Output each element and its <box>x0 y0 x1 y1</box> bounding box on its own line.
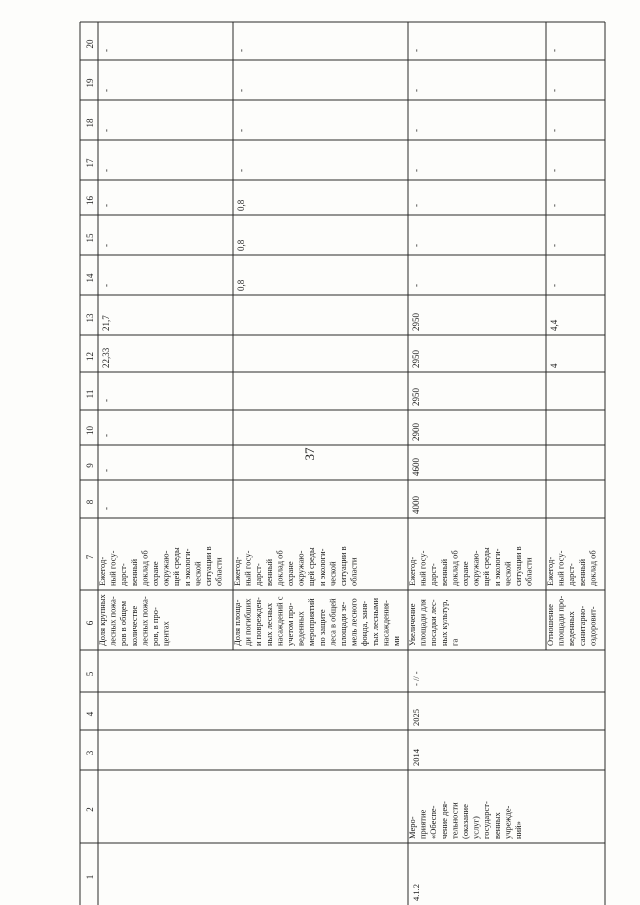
measure-name: ний» <box>513 821 523 839</box>
indicator-source: ситуации в <box>338 546 348 586</box>
column-header-13: 13 <box>85 313 95 323</box>
indicator-name: и поврежден- <box>253 597 264 646</box>
indicator-value: 0,8 <box>236 239 246 251</box>
indicator-name: насаждений с <box>274 596 285 646</box>
column-header-5: 5 <box>85 671 95 677</box>
indicator-name: центах <box>160 621 171 646</box>
column-header-20: 20 <box>85 39 95 49</box>
indicator-source: дарст- <box>118 563 129 586</box>
column-header-11: 11 <box>85 389 95 399</box>
indicator-name: площади про- <box>555 595 566 646</box>
indicator-source: области <box>348 557 359 586</box>
indicator-source: доклад об <box>139 550 150 586</box>
indicator-value: 2950 <box>411 313 421 331</box>
indicator-name: площади для <box>417 599 428 646</box>
indicator-source: и экологи- <box>491 548 502 586</box>
indicator-source: венный <box>263 558 274 586</box>
indicator-source: окружаю- <box>295 550 306 586</box>
indicator-name: Отношение <box>545 604 555 646</box>
indicator-source: и экологи- <box>181 548 192 586</box>
indicator-source: щей среды <box>171 547 182 586</box>
indicator-value: 4600 <box>411 458 421 476</box>
indicator-source: охране <box>285 561 295 586</box>
indicator-name: санитарно- <box>576 605 587 646</box>
measure-name: тельности <box>449 802 460 839</box>
indicator-name: посадки лес- <box>428 599 439 646</box>
column-header-4: 4 <box>85 711 95 717</box>
indicator-name: лесных пожа- <box>139 596 150 646</box>
indicator-name: тых лесными <box>369 598 380 646</box>
column-header-6: 6 <box>85 620 95 626</box>
indicator-value: - <box>549 204 559 207</box>
indicator-source: окружаю- <box>470 550 481 586</box>
column-header-3: 3 <box>85 750 95 756</box>
indicator-name: ди погибших <box>242 598 253 646</box>
indicator-value: - <box>411 129 421 132</box>
indicator-source: Ежегод- <box>97 556 107 586</box>
indicator-source: Ежегод- <box>232 556 242 586</box>
indicator-value: - <box>411 49 421 52</box>
indicator-source: ный госу- <box>107 550 118 586</box>
measure-name: Меро- <box>407 816 417 839</box>
indicator-source: щей среды <box>306 547 317 586</box>
indicator-source: ческой <box>327 561 338 586</box>
column-header-12: 12 <box>85 352 95 361</box>
column-header-15: 15 <box>85 233 95 243</box>
indicator-source: ный госу- <box>555 550 566 586</box>
indicator-source: охране <box>460 561 470 586</box>
indicator-name: веденных <box>295 611 306 646</box>
page-number: 37 <box>302 447 317 461</box>
indicator-name: насаждения- <box>380 600 391 646</box>
column-header-2: 2 <box>85 807 95 812</box>
indicator-name: площади зе- <box>338 601 348 646</box>
indicator-value: - <box>411 169 421 172</box>
ditto-mark: - // - <box>411 671 421 686</box>
indicator-value: - <box>236 49 246 52</box>
indicator-name: ми <box>391 636 401 646</box>
indicator-value: - <box>549 244 559 247</box>
indicator-name: количестве <box>128 605 139 646</box>
indicator-source: области <box>213 557 224 586</box>
measure-name: (оказание <box>460 804 470 839</box>
indicator-value: 4,4 <box>549 319 559 331</box>
column-header-16: 16 <box>85 196 95 205</box>
indicator-value: - <box>101 399 111 402</box>
indicator-name: оздоровит- <box>587 606 598 646</box>
indicator-value: 22,33 <box>101 347 111 368</box>
indicator-source: дарст- <box>428 563 439 586</box>
indicator-source: доклад об <box>274 550 285 586</box>
indicator-value: - <box>411 284 421 287</box>
indicator-source: дарст- <box>253 563 264 586</box>
start-year: 2014 <box>411 749 421 766</box>
indicator-value: - <box>411 244 421 247</box>
indicator-source: щей среды <box>481 547 492 586</box>
indicator-source: дарст- <box>566 563 577 586</box>
indicator-name: ров, в про- <box>150 607 160 646</box>
measure-name: государст- <box>481 801 492 839</box>
indicator-name: леса в общей <box>327 598 338 646</box>
indicator-source: и экологи- <box>316 548 327 586</box>
indicator-value: - <box>101 434 111 437</box>
indicator-value: - <box>101 507 111 510</box>
indicator-value: 0,8 <box>236 199 246 211</box>
indicator-value: - <box>549 169 559 172</box>
indicator-value: - <box>101 469 111 472</box>
indicator-source: области <box>523 557 534 586</box>
measure-name: «Обеспе- <box>428 805 439 839</box>
indicator-value: - <box>101 89 111 92</box>
indicator-value: 4 <box>549 363 559 368</box>
row-number: 4.1.2 <box>411 884 421 901</box>
indicator-source: ситуации в <box>203 546 213 586</box>
indicator-name: мель лесного <box>348 598 359 646</box>
column-header-14: 14 <box>85 273 95 283</box>
indicator-source: ный госу- <box>242 550 253 586</box>
column-header-1: 1 <box>85 874 95 880</box>
end-year: 2025 <box>411 709 421 726</box>
indicator-value: 2900 <box>411 423 421 441</box>
indicator-source: Ежегод- <box>545 556 555 586</box>
indicator-name: учетом про- <box>285 602 295 646</box>
indicator-name: Доля площа- <box>232 599 242 646</box>
indicator-name: га <box>449 638 460 646</box>
indicator-name: фонда, заня- <box>359 600 370 646</box>
indicator-value: - <box>101 49 111 52</box>
indicator-value: - <box>411 204 421 207</box>
column-header-9: 9 <box>85 463 95 468</box>
indicator-value: 4000 <box>411 496 421 514</box>
measure-name: учрежде- <box>502 805 513 839</box>
indicator-name: ров в общем <box>118 600 129 646</box>
indicator-value: - <box>549 49 559 52</box>
indicator-name: ных культур, <box>438 599 449 646</box>
indicator-source: доклад об <box>449 550 460 586</box>
indicator-value: - <box>411 89 421 92</box>
indicator-value: 0,8 <box>236 279 246 291</box>
indicator-value: - <box>549 89 559 92</box>
column-header-8: 8 <box>85 499 95 505</box>
column-header-17: 17 <box>85 158 95 168</box>
indicator-source: Ежегод- <box>407 556 417 586</box>
indicator-value: - <box>101 169 111 172</box>
indicator-value: - <box>101 284 111 287</box>
indicator-source: венный <box>128 558 139 586</box>
column-header-19: 19 <box>85 78 95 88</box>
column-header-7: 7 <box>85 554 95 560</box>
indicator-value: 2950 <box>411 388 421 406</box>
indicator-value: - <box>101 129 111 132</box>
indicator-source: охране <box>150 561 160 586</box>
indicator-value: - <box>236 169 246 172</box>
indicator-name: мероприятий <box>306 598 317 646</box>
indicator-source: ситуации в <box>513 546 523 586</box>
measure-name: приятие <box>417 809 428 839</box>
measure-name: услуг) <box>470 816 481 839</box>
indicator-value: - <box>549 129 559 132</box>
indicator-source: венный <box>576 558 587 586</box>
indicator-name: ных лесных <box>263 602 274 646</box>
indicator-source: венный <box>438 558 449 586</box>
indicator-name: Увеличение <box>407 603 417 646</box>
indicator-source: ческой <box>502 561 513 586</box>
indicator-name: лесных пожа- <box>107 596 118 646</box>
column-header-18: 18 <box>85 118 95 128</box>
indicator-source: доклад об <box>587 550 598 586</box>
indicator-value: 21,7 <box>101 315 111 331</box>
indicator-source: окружаю- <box>160 550 171 586</box>
indicator-value: - <box>236 129 246 132</box>
measure-name: чение дея- <box>438 801 449 839</box>
indicator-value: 2950 <box>411 350 421 368</box>
measure-name: венных <box>491 812 502 839</box>
indicator-name: по защите <box>316 609 327 646</box>
indicator-name: Доля крупных <box>97 594 107 646</box>
indicator-name: веденных <box>566 611 577 646</box>
indicator-source: ческой <box>192 561 203 586</box>
indicator-value: - <box>549 284 559 287</box>
column-header-10: 10 <box>85 426 95 435</box>
indicator-value: - <box>101 244 111 247</box>
indicator-source: ный госу- <box>417 550 428 586</box>
indicator-value: - <box>236 89 246 92</box>
indicator-value: - <box>101 204 111 207</box>
